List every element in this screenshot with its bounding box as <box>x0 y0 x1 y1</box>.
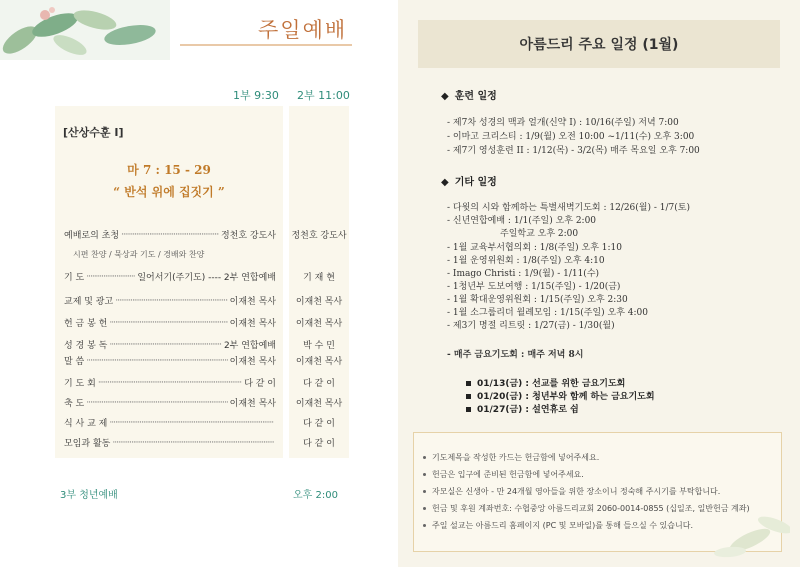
training-item: - 이마고 크리스티 : 1/9(월) 오전 10:00 ~1/11(수) 오후 3:00 <box>447 132 695 142</box>
order-label: 기 도 <box>64 273 85 283</box>
order-person: 이재천 목사 <box>229 297 276 307</box>
service2-person: 이재천 목사 <box>295 399 343 409</box>
notice-text: 주일 설교는 아름드리 홈페이지 (PC 및 모바일)를 통해 들으실 수 있습니다. <box>432 521 694 530</box>
schedule-item: - 1월 소그룹리더 월례모임 : 1/15(주일) 오후 4:00 <box>447 308 648 318</box>
youth-service-time: 오후 2:00 <box>293 490 338 501</box>
friday-prayer-text: 01/27(금) : 설연휴로 쉼 <box>477 405 579 415</box>
other-section-title <box>441 173 497 188</box>
order-row <box>64 316 276 329</box>
schedule-item: - 1월 운영위원회 : 1/8(주일) 오후 4:10 <box>447 256 605 266</box>
service2-person: 정천호 강도사 <box>291 231 347 241</box>
dot-leader <box>86 272 135 282</box>
dot-leader <box>86 356 227 366</box>
schedule-item: - 1청년부 도보여행 : 1/15(주일) - 1/20(금) <box>447 282 621 292</box>
leaf-decoration-icon <box>690 500 790 560</box>
order-row <box>64 294 276 307</box>
bullet-icon <box>423 473 426 476</box>
order-label: 모임과 활동 <box>64 439 111 449</box>
page-title: 주일예배 <box>258 18 348 42</box>
friday-prayer-text: 01/20(금) : 청년부와 함께 하는 금요기도회 <box>477 392 655 402</box>
service2-person: 이재천 목사 <box>295 297 343 307</box>
order-row <box>64 270 276 283</box>
order-person: 2부 연합예배 <box>223 341 276 351</box>
schedule-item: - 1월 확대운영위원회 : 1/15(주일) 오후 2:30 <box>447 295 628 305</box>
schedule-item: - 다윗의 시와 함께하는 특별새벽기도회 : 12/26(월) - 1/7(토) <box>447 203 690 213</box>
bullet-icon <box>423 490 426 493</box>
service1-time: 1부 9:30 <box>233 89 279 102</box>
scripture-reference: 마 7 : 15 - 29 <box>127 163 211 177</box>
square-bullet-icon <box>466 407 471 412</box>
order-label: 식 사 교 제 <box>64 419 108 429</box>
order-label: 헌 금 봉 헌 <box>64 319 108 329</box>
order-person: 이재천 목사 <box>229 319 276 329</box>
service2-time: 2부 11:00 <box>297 89 350 102</box>
order-row <box>64 416 276 429</box>
order-person: 다 같 이 <box>244 379 276 389</box>
notice-text: 기도제목을 작성한 카드는 헌금함에 넣어주세요. <box>432 453 600 462</box>
diamond-icon: ◆ <box>441 91 449 102</box>
notice-text: 헌금 및 후원 계좌번호: 수협중앙 아름드리교회 2060-0014-0855 (십일조, 일반헌금 계좌) <box>432 504 750 513</box>
dot-leader <box>112 438 274 448</box>
order-label: 말 씀 <box>64 357 85 367</box>
order-label: 교제 및 광고 <box>64 297 114 307</box>
training-item: - 제7기 영성훈련 II : 1/12(목) - 3/2(목) 매주 목요일 오후 7:00 <box>447 146 700 156</box>
bullet-icon <box>423 456 426 459</box>
order-row <box>64 338 276 351</box>
youth-service-label: 3부 청년예배 <box>60 490 118 501</box>
schedule-item: - Imago Christi : 1/9(월) - 1/11(수) <box>447 269 600 279</box>
notice-text: 자모실은 신생아 - 만 24개월 영아들을 위한 장소이니 정숙해 주시기를 부탁합니다. <box>432 487 721 496</box>
diamond-icon: ◆ <box>441 177 449 188</box>
bullet-icon <box>423 507 426 510</box>
friday-prayer-item: - 매주 금요기도회 : 매주 저녁 8시 <box>447 350 584 360</box>
order-label: 예배로의 초청 <box>64 231 120 241</box>
order-row <box>64 376 276 389</box>
notice-item <box>423 469 584 480</box>
service2-person: 기 재 현 <box>303 273 335 283</box>
square-bullet-icon <box>466 381 471 386</box>
dot-leader <box>109 318 227 328</box>
order-row <box>64 228 276 241</box>
sermon-series-badge: [산상수훈 I] <box>63 126 124 139</box>
service2-person: 다 같 이 <box>303 439 335 449</box>
training-section-title <box>441 87 497 102</box>
order-person: 이재천 목사 <box>229 399 276 409</box>
friday-prayer-date <box>466 389 655 402</box>
notice-item <box>423 486 720 497</box>
dot-leader <box>121 230 219 240</box>
dot-leader <box>115 296 227 306</box>
notice-item <box>423 452 599 463</box>
dot-leader <box>109 418 274 428</box>
schedule-header: 아름드리 주요 일정 (1월) <box>418 20 780 68</box>
order-label: 축 도 <box>64 399 85 409</box>
title-divider <box>180 44 352 46</box>
service2-person: 다 같 이 <box>303 379 335 389</box>
sermon-title: “ 반석 위에 집짓기 ” <box>113 185 225 199</box>
friday-prayer-text: 01/13(금) : 선교를 위한 금요기도회 <box>477 379 626 389</box>
bullet-icon <box>423 524 426 527</box>
order-label: 성 경 봉 독 <box>64 341 108 351</box>
schedule-item: - 제3기 명절 리트릿 : 1/27(금) - 1/30(월) <box>447 321 615 331</box>
service2-person: 이재천 목사 <box>295 319 343 329</box>
dot-leader <box>109 340 222 350</box>
friday-prayer-date <box>466 376 625 389</box>
dot-leader <box>98 378 242 388</box>
service2-person: 이재천 목사 <box>295 357 343 367</box>
service2-person: 다 같 이 <box>303 419 335 429</box>
training-title-text: 훈련 일정 <box>454 91 497 102</box>
leaf-decoration-icon <box>0 0 170 60</box>
order-row <box>64 354 276 367</box>
schedule-item: 주일학교 오후 2:00 <box>500 229 579 239</box>
notice-item <box>423 520 693 531</box>
order-row <box>64 396 276 409</box>
other-title-text: 기타 일정 <box>454 177 497 188</box>
notice-text: 헌금은 입구에 준비된 헌금함에 넣어주세요. <box>432 470 584 479</box>
worship-sub-line: 시편 찬양 / 묵상과 기도 / 경배와 찬양 <box>73 250 205 259</box>
order-person: 정천호 강도사 <box>220 231 276 241</box>
order-row <box>64 436 276 449</box>
friday-prayer-date <box>466 402 579 415</box>
training-item: - 제7차 성경의 맥과 얼개(신약 I) : 10/16(주일) 저녁 7:00 <box>447 118 679 128</box>
order-person: 이재천 목사 <box>229 357 276 367</box>
schedule-item: - 신년연합예배 : 1/1(주일) 오후 2:00 <box>447 216 597 226</box>
square-bullet-icon <box>466 394 471 399</box>
service2-person: 박 수 민 <box>303 341 335 351</box>
dot-leader <box>86 398 227 408</box>
order-person: 일어서기(주기도) ---- 2부 연합예배 <box>137 273 276 283</box>
schedule-item: - 1월 교육부서협의회 : 1/8(주일) 오후 1:10 <box>447 243 623 253</box>
order-label: 기 도 회 <box>64 379 96 389</box>
